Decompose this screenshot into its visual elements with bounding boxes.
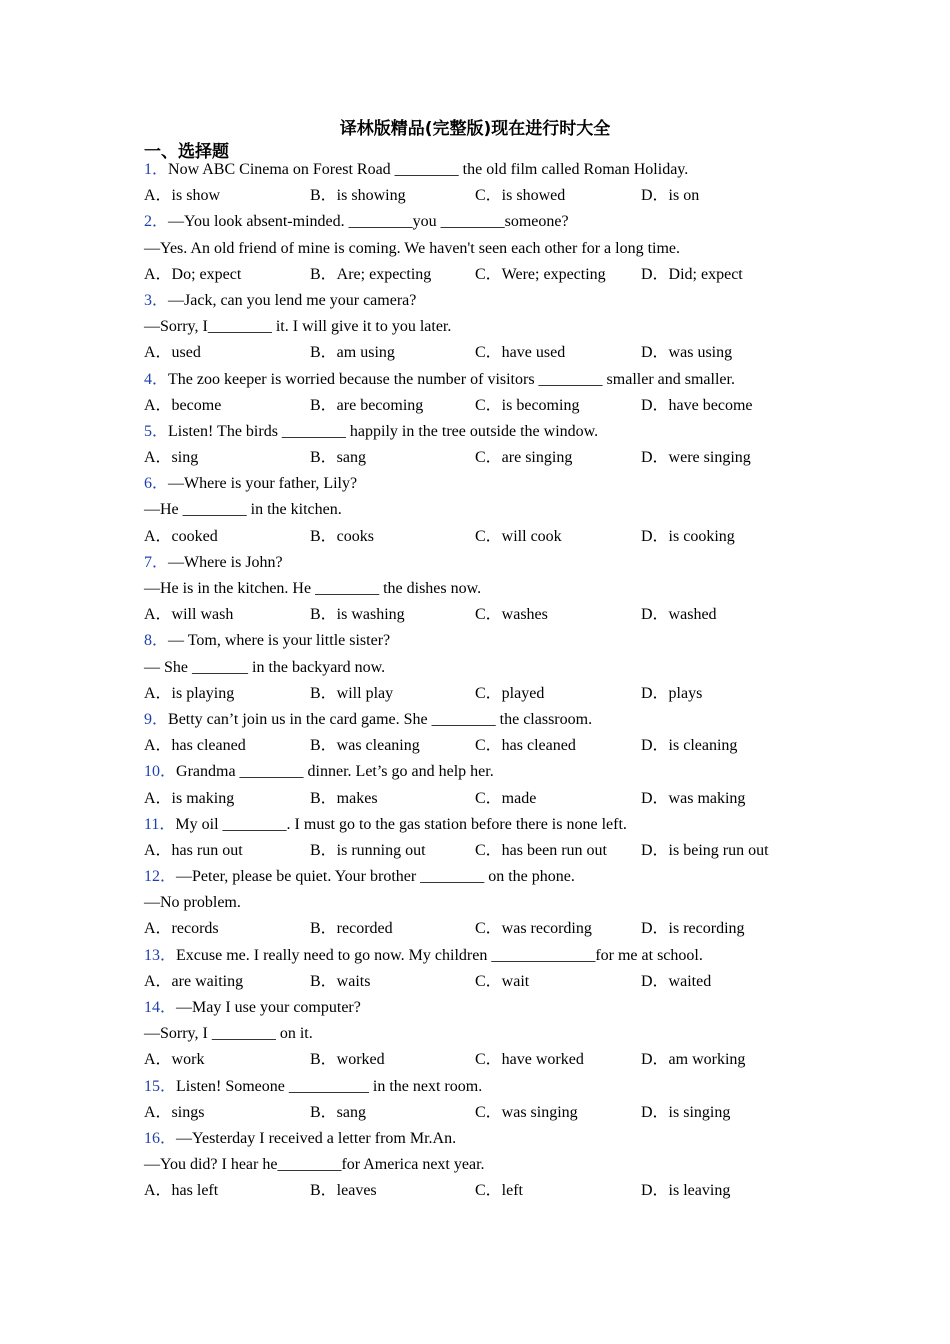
question-number: 9． xyxy=(144,710,169,728)
question-stem xyxy=(144,288,844,314)
question-stem xyxy=(144,707,844,733)
question-number: 8． xyxy=(144,632,169,650)
answer-option-d[interactable]: D．is singing xyxy=(641,1103,731,1121)
answer-option-d[interactable]: D．is being run out xyxy=(641,841,769,859)
answer-options xyxy=(144,969,844,995)
answer-option-b[interactable]: B．Are; expecting xyxy=(310,265,432,283)
question-item xyxy=(144,943,844,995)
answer-option-b[interactable]: B．makes xyxy=(310,789,378,807)
question-text: Grandma ________ dinner. Let’s go and help her. xyxy=(176,763,494,781)
question-number: 10． xyxy=(144,763,177,781)
answer-option-d[interactable]: D．were singing xyxy=(641,449,751,467)
answer-option-b[interactable]: B．sang xyxy=(310,1103,367,1121)
question-stem xyxy=(144,943,844,969)
question-number: 14． xyxy=(144,999,177,1016)
question-number: 12． xyxy=(144,868,177,886)
answer-option-a[interactable]: A．has cleaned xyxy=(144,737,246,755)
answer-option-c[interactable]: C．is becoming xyxy=(475,396,580,414)
question-stem xyxy=(144,1074,844,1100)
answer-option-d[interactable]: D．Did; expect xyxy=(641,265,743,283)
section-heading: 一、选择题 xyxy=(144,142,229,162)
answer-option-d[interactable]: D．waited xyxy=(641,972,712,990)
answer-option-d[interactable]: D．washed xyxy=(641,606,717,624)
question-item xyxy=(144,864,844,943)
question-stem xyxy=(144,759,844,785)
answer-option-c[interactable]: C．have used xyxy=(475,344,566,362)
answer-option-c[interactable]: C．Were; expecting xyxy=(475,265,606,283)
question-number: 6． xyxy=(144,475,169,493)
answer-option-c[interactable]: C．will cook xyxy=(475,527,562,545)
question-item xyxy=(144,707,844,759)
answer-options xyxy=(144,1047,844,1073)
answer-option-a[interactable]: A．are waiting xyxy=(144,972,244,990)
question-stem xyxy=(144,471,844,497)
question-text: —Yes. An old friend of mine is coming. We haven't seen each other for a long time. xyxy=(144,239,680,257)
answer-option-c[interactable]: C．has been run out xyxy=(475,841,607,859)
answer-option-a[interactable]: A．records xyxy=(144,920,219,938)
answer-option-b[interactable]: B．waits xyxy=(310,972,371,990)
answer-option-c[interactable]: C．made xyxy=(475,789,537,807)
answer-option-c[interactable]: C．washes xyxy=(475,606,548,624)
answer-option-c[interactable]: C．played xyxy=(475,684,545,702)
answer-options xyxy=(144,262,844,288)
question-stem xyxy=(144,1126,844,1152)
answer-option-a[interactable]: A．will wash xyxy=(144,606,234,624)
question-text: —Sorry, I ________ on it. xyxy=(144,1025,313,1043)
answer-option-a[interactable]: A．become xyxy=(144,396,222,414)
question-number: 5． xyxy=(144,422,169,440)
question-item xyxy=(144,995,844,1074)
answer-options xyxy=(144,445,844,471)
answer-option-c[interactable]: C．have worked xyxy=(475,1051,584,1069)
question-stem xyxy=(144,812,844,838)
answer-option-a[interactable]: A．is making xyxy=(144,789,235,807)
question-item xyxy=(144,288,844,367)
answer-option-c[interactable]: C．are singing xyxy=(475,449,573,467)
answer-option-a[interactable]: A．has run out xyxy=(144,841,243,859)
question-text: Now ABC Cinema on Forest Road ________ the old film called Roman Holiday. xyxy=(168,161,689,178)
answer-option-d[interactable]: D．was using xyxy=(641,344,733,362)
question-number: 3． xyxy=(144,291,169,309)
answer-options xyxy=(144,1100,844,1126)
question-stem xyxy=(144,864,844,890)
question-dialogue-line xyxy=(144,655,844,681)
answer-option-a[interactable]: A．used xyxy=(144,344,201,362)
question-number: 13． xyxy=(144,946,177,964)
question-stem xyxy=(144,628,844,654)
answer-option-b[interactable]: B．worked xyxy=(310,1051,385,1069)
question-text: —You did? I hear he________for America next year. xyxy=(144,1156,485,1174)
question-dialogue-line xyxy=(144,1021,844,1047)
answer-option-a[interactable]: A．sing xyxy=(144,449,199,467)
document-title: 译林版精品(完整版)现在进行时大全 xyxy=(339,119,611,139)
answer-options xyxy=(144,1178,844,1204)
question-stem xyxy=(144,157,844,183)
question-stem xyxy=(144,419,844,445)
answer-options xyxy=(144,183,844,209)
answer-options xyxy=(144,681,844,707)
question-number: 1． xyxy=(144,161,169,178)
answer-option-c[interactable]: C．was singing xyxy=(475,1103,578,1121)
question-stem xyxy=(144,550,844,576)
answer-option-d[interactable]: D．am working xyxy=(641,1051,746,1069)
question-text: —Yesterday I received a letter from Mr.An. xyxy=(176,1129,457,1147)
answer-option-a[interactable]: A．is playing xyxy=(144,684,235,702)
answer-option-d[interactable]: D．is recording xyxy=(641,920,745,938)
answer-options xyxy=(144,838,844,864)
question-item xyxy=(144,812,844,864)
answer-options xyxy=(144,786,844,812)
question-stem xyxy=(144,995,844,1021)
question-item xyxy=(144,628,844,707)
question-text: Listen! The birds ________ happily in the tree outside the window. xyxy=(168,422,599,440)
question-text: Excuse me. I really need to go now. My children _____________for me at school. xyxy=(176,946,703,964)
question-item xyxy=(144,759,844,811)
answer-option-b[interactable]: B．is washing xyxy=(310,606,405,624)
question-text: —Sorry, I________ it. I will give it to you later. xyxy=(144,318,452,336)
question-dialogue-line xyxy=(144,576,844,602)
question-item xyxy=(144,1126,844,1205)
question-text: — She _______ in the backyard now. xyxy=(144,658,386,676)
question-number: 15． xyxy=(144,1077,177,1095)
answer-option-c[interactable]: C．wait xyxy=(475,972,530,990)
question-item xyxy=(144,471,844,550)
question-text: My oil ________. I must go to the gas station before there is none left. xyxy=(175,815,627,833)
answer-option-b[interactable]: B．sang xyxy=(310,449,367,467)
answer-option-c[interactable]: C．left xyxy=(475,1182,523,1200)
answer-option-d[interactable]: D．was making xyxy=(641,789,746,807)
question-text: Betty can’t join us in the card game. She ________ the classroom. xyxy=(168,710,593,728)
question-dialogue-line xyxy=(144,497,844,523)
question-stem xyxy=(144,367,844,393)
answer-option-c[interactable]: C．is showed xyxy=(475,187,566,205)
answer-options xyxy=(144,602,844,628)
answer-option-d[interactable]: D．have become xyxy=(641,396,753,414)
answer-option-b[interactable]: B．is showing xyxy=(310,187,406,205)
question-item xyxy=(144,367,844,419)
answer-option-a[interactable]: A．cooked xyxy=(144,527,218,545)
answer-option-a[interactable]: A．has left xyxy=(144,1182,219,1200)
question-item xyxy=(144,550,844,629)
answer-option-b[interactable]: B．leaves xyxy=(310,1182,377,1200)
answer-option-c[interactable]: C．was recording xyxy=(475,920,592,938)
question-number: 7． xyxy=(144,553,169,571)
answer-option-a[interactable]: A．work xyxy=(144,1051,205,1069)
answer-option-a[interactable]: A．Do; expect xyxy=(144,265,242,283)
question-dialogue-line xyxy=(144,890,844,916)
question-dialogue-line xyxy=(144,1152,844,1178)
answer-option-b[interactable]: B．is running out xyxy=(310,841,426,859)
answer-option-b[interactable]: B．are becoming xyxy=(310,396,424,414)
question-stem xyxy=(144,209,844,235)
question-number: 4． xyxy=(144,370,169,388)
answer-option-d[interactable]: D．plays xyxy=(641,684,703,702)
question-number: 11． xyxy=(144,815,176,833)
answer-options xyxy=(144,340,844,366)
question-text: The zoo keeper is worried because the number of visitors ________ smaller and smaller. xyxy=(168,370,735,388)
answer-option-b[interactable]: B．cooks xyxy=(310,527,375,545)
answer-options xyxy=(144,393,844,419)
question-number: 16． xyxy=(144,1129,177,1147)
answer-option-a[interactable]: A．is show xyxy=(144,187,221,205)
question-item xyxy=(144,157,844,209)
answer-option-b[interactable]: B．am using xyxy=(310,344,395,362)
answer-options xyxy=(144,733,844,759)
question-text: —Where is John? xyxy=(168,553,283,571)
question-text: —Peter, please be quiet. Your brother ________ on the phone. xyxy=(176,868,575,886)
question-text: —No problem. xyxy=(144,894,241,912)
question-text: —Where is your father, Lily? xyxy=(168,475,358,493)
question-number: 2． xyxy=(144,213,169,231)
answer-option-b[interactable]: B．recorded xyxy=(310,920,393,938)
question-text: —He is in the kitchen. He ________ the dishes now. xyxy=(144,580,482,597)
answer-option-d[interactable]: D．is on xyxy=(641,187,700,205)
question-item xyxy=(144,1074,844,1126)
answer-option-a[interactable]: A．sings xyxy=(144,1103,205,1121)
question-text: — Tom, where is your little sister? xyxy=(168,632,391,650)
question-dialogue-line xyxy=(144,236,844,262)
answer-options xyxy=(144,916,844,942)
question-text: —He ________ in the kitchen. xyxy=(144,501,342,519)
question-text: —Jack, can you lend me your camera? xyxy=(168,291,417,309)
question-text: Listen! Someone __________ in the next room. xyxy=(176,1077,483,1095)
question-text: —You look absent-minded. ________you ________someone? xyxy=(168,213,569,231)
question-list xyxy=(144,157,844,1205)
answer-option-b[interactable]: B．will play xyxy=(310,684,394,702)
answer-options xyxy=(144,524,844,550)
answer-option-d[interactable]: D．is leaving xyxy=(641,1182,731,1200)
question-text: —May I use your computer? xyxy=(176,999,361,1016)
question-dialogue-line xyxy=(144,314,844,340)
answer-option-d[interactable]: D．is cleaning xyxy=(641,737,738,755)
question-item xyxy=(144,209,844,288)
answer-option-b[interactable]: B．was cleaning xyxy=(310,737,420,755)
answer-option-d[interactable]: D．is cooking xyxy=(641,527,735,545)
question-item xyxy=(144,419,844,471)
answer-option-c[interactable]: C．has cleaned xyxy=(475,737,576,755)
